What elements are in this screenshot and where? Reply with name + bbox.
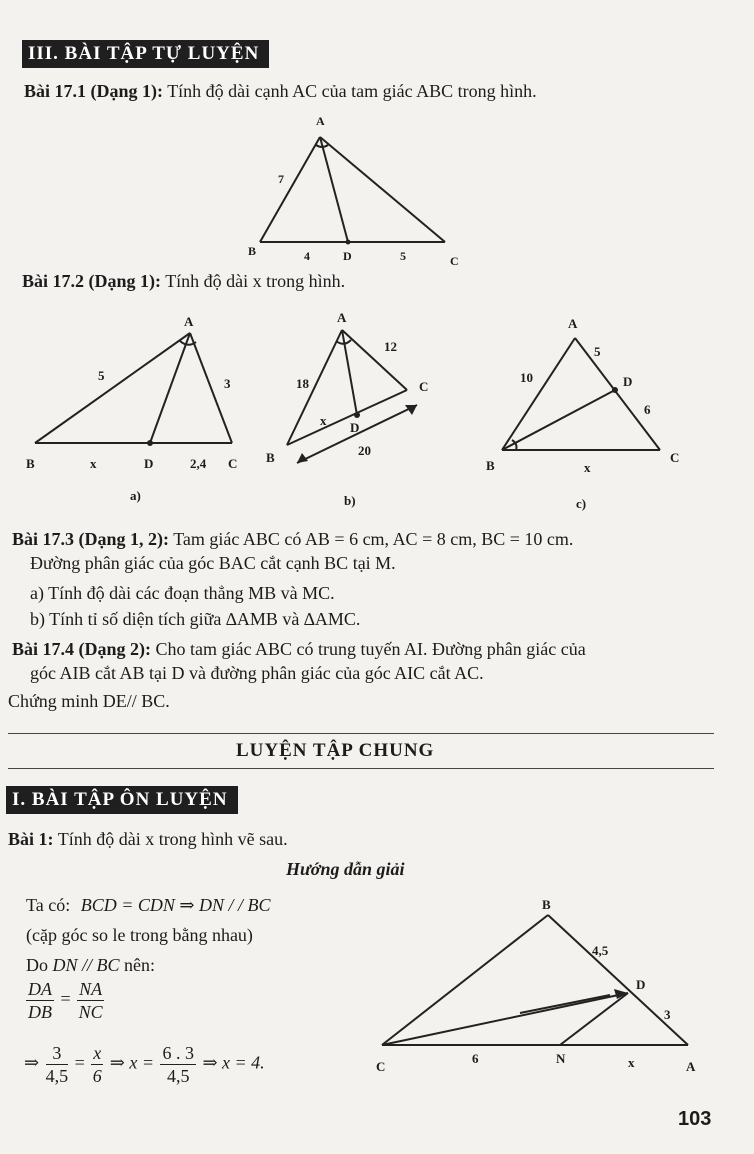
vertex-label: D	[623, 374, 633, 389]
vertex-label: A	[316, 114, 325, 128]
length-label: 3	[664, 1007, 671, 1022]
solution-line-2: (cặp góc so le trong bằng nhau)	[26, 925, 253, 945]
fraction-equation: ⇒ $\frac{3}{4,5}$ = $\frac{x}{6}$ ⇒ x = $\frac{6 . 3}{4,5}$ ⇒ x = 4.	[24, 1043, 265, 1086]
exercise-text: Tính độ dài x trong hình.	[165, 271, 346, 291]
length-label: 6	[472, 1051, 479, 1066]
vertex-label: B	[486, 458, 495, 473]
length-label: 3	[224, 376, 231, 391]
length-label: x	[320, 413, 327, 428]
exercise-text: Tính độ dài x trong hình vẽ sau.	[57, 829, 288, 849]
figure-caption: b)	[344, 493, 356, 508]
exercise-text: Đường phân giác của góc BAC cắt cạnh BC tại M.	[30, 553, 396, 573]
section-title: III. BÀI TẬP TỰ LUYỆN	[22, 40, 269, 68]
length-label: 2,4	[190, 456, 207, 471]
vertex-label: B	[248, 244, 257, 258]
exercise-17-4	[12, 638, 586, 660]
figure-caption: a)	[130, 488, 141, 503]
exercise-17-1	[24, 80, 537, 102]
vertex-label: C	[228, 456, 238, 471]
vertex-label: C	[376, 1059, 386, 1074]
vertex-label: B	[542, 897, 551, 912]
exercise-part-a: a) Tính độ dài các đoạn thẳng MB và MC.	[30, 583, 335, 603]
math-expression: DN // BC	[52, 955, 120, 975]
vertex-label: C	[419, 379, 429, 394]
exercise-text: Chứng minh DE// BC.	[8, 691, 170, 711]
solution-heading: Hướng dẫn giải	[286, 859, 405, 879]
exercise-text: Cho tam giác ABC có trung tuyến AI. Đường phân giác của	[155, 639, 586, 659]
exercise-label: Bài 17.1 (Dạng 1):	[24, 81, 163, 101]
section-title: I. BÀI TẬP ÔN LUYỆN	[6, 786, 238, 814]
exercise-part-b: b) Tính tỉ số diện tích giữa ∆AMB và ∆AMC.	[30, 609, 361, 629]
solution-text: Do	[26, 955, 48, 975]
fraction: $\frac{3}{4,5}$	[45, 1043, 69, 1086]
length-label: x	[90, 456, 97, 471]
vertex-label: D	[144, 456, 154, 471]
vertex-label: A	[184, 314, 194, 329]
figure-17-2c	[480, 310, 700, 515]
length-label: 5	[98, 368, 105, 383]
vertex-label: C	[450, 254, 459, 268]
exercise-text: Tam giác ABC có AB = 6 cm, AC = 8 cm, BC = 10 cm.	[173, 529, 574, 549]
length-label: 4,5	[592, 943, 609, 958]
fraction: $\frac{NA}{NC}$	[78, 979, 103, 1022]
fraction-equation: $\frac{DA}{DB}$ = $\frac{NA}{NC}$	[28, 979, 103, 1022]
solution-text: Ta có:	[26, 895, 71, 915]
length-label: 10	[520, 370, 533, 385]
divider-line	[8, 768, 714, 769]
math-expression: ⇒ x =	[109, 1052, 154, 1073]
divider-line	[8, 733, 714, 734]
math-expression: BCD = CDN ⇒ DN / / BC	[80, 895, 271, 915]
length-label: x	[628, 1055, 635, 1070]
exercise-text: góc AIB cắt AB tại D và đường phân giác của góc AIC cắt AC.	[30, 663, 484, 683]
vertex-label: D	[636, 977, 646, 992]
implies-symbol: ⇒	[24, 1052, 40, 1073]
vertex-label: B	[266, 450, 275, 465]
vertex-label: A	[337, 310, 347, 325]
exercise-label: Bài 17.2 (Dạng 1):	[22, 271, 161, 291]
exercise-label: Bài 17.4 (Dạng 2):	[12, 639, 151, 659]
solution-line-1	[26, 894, 270, 916]
exercise-text: Tính độ dài cạnh AC của tam giác ABC trong hình.	[167, 81, 537, 101]
solution-line-3	[26, 954, 155, 976]
figure-17-2b	[262, 305, 452, 510]
vertex-label: D	[343, 249, 352, 263]
vertex-label: B	[26, 456, 35, 471]
figure-17-2a	[20, 308, 260, 508]
length-label: 18	[296, 376, 309, 391]
vertex-label: A	[686, 1059, 696, 1074]
length-label: 6	[644, 402, 651, 417]
math-expression: ⇒ x = 4.	[202, 1052, 265, 1073]
length-label: 7	[278, 172, 284, 186]
length-label: 12	[384, 339, 397, 354]
solution-text: nên:	[124, 955, 156, 975]
exercise-label: Bài 1:	[8, 829, 54, 849]
exercise-17-2	[22, 270, 345, 292]
vertex-label: D	[350, 420, 360, 435]
page-number: 103	[678, 1108, 712, 1130]
exercise-17-3	[12, 528, 573, 550]
length-label: x	[584, 460, 591, 475]
length-label: 20	[358, 443, 371, 458]
exercise-label: Bài 17.3 (Dạng 1, 2):	[12, 529, 169, 549]
fraction: $\frac{6 . 3}{4,5}$	[162, 1043, 194, 1086]
practice-title: LUYỆN TẬP CHUNG	[236, 740, 435, 761]
fraction: $\frac{DA}{DB}$	[28, 979, 52, 1022]
length-label: 5	[400, 249, 406, 263]
vertex-label: A	[568, 316, 578, 331]
length-label: 4	[304, 249, 310, 263]
vertex-label: C	[670, 450, 680, 465]
figure-caption: c)	[576, 496, 587, 511]
figure-exercise-1	[370, 895, 710, 1080]
length-label: 5	[594, 344, 601, 359]
vertex-label: N	[556, 1051, 566, 1066]
fraction: $\frac{x}{6}$	[92, 1043, 102, 1086]
exercise-1	[8, 828, 288, 850]
figure-17-1	[240, 105, 480, 275]
